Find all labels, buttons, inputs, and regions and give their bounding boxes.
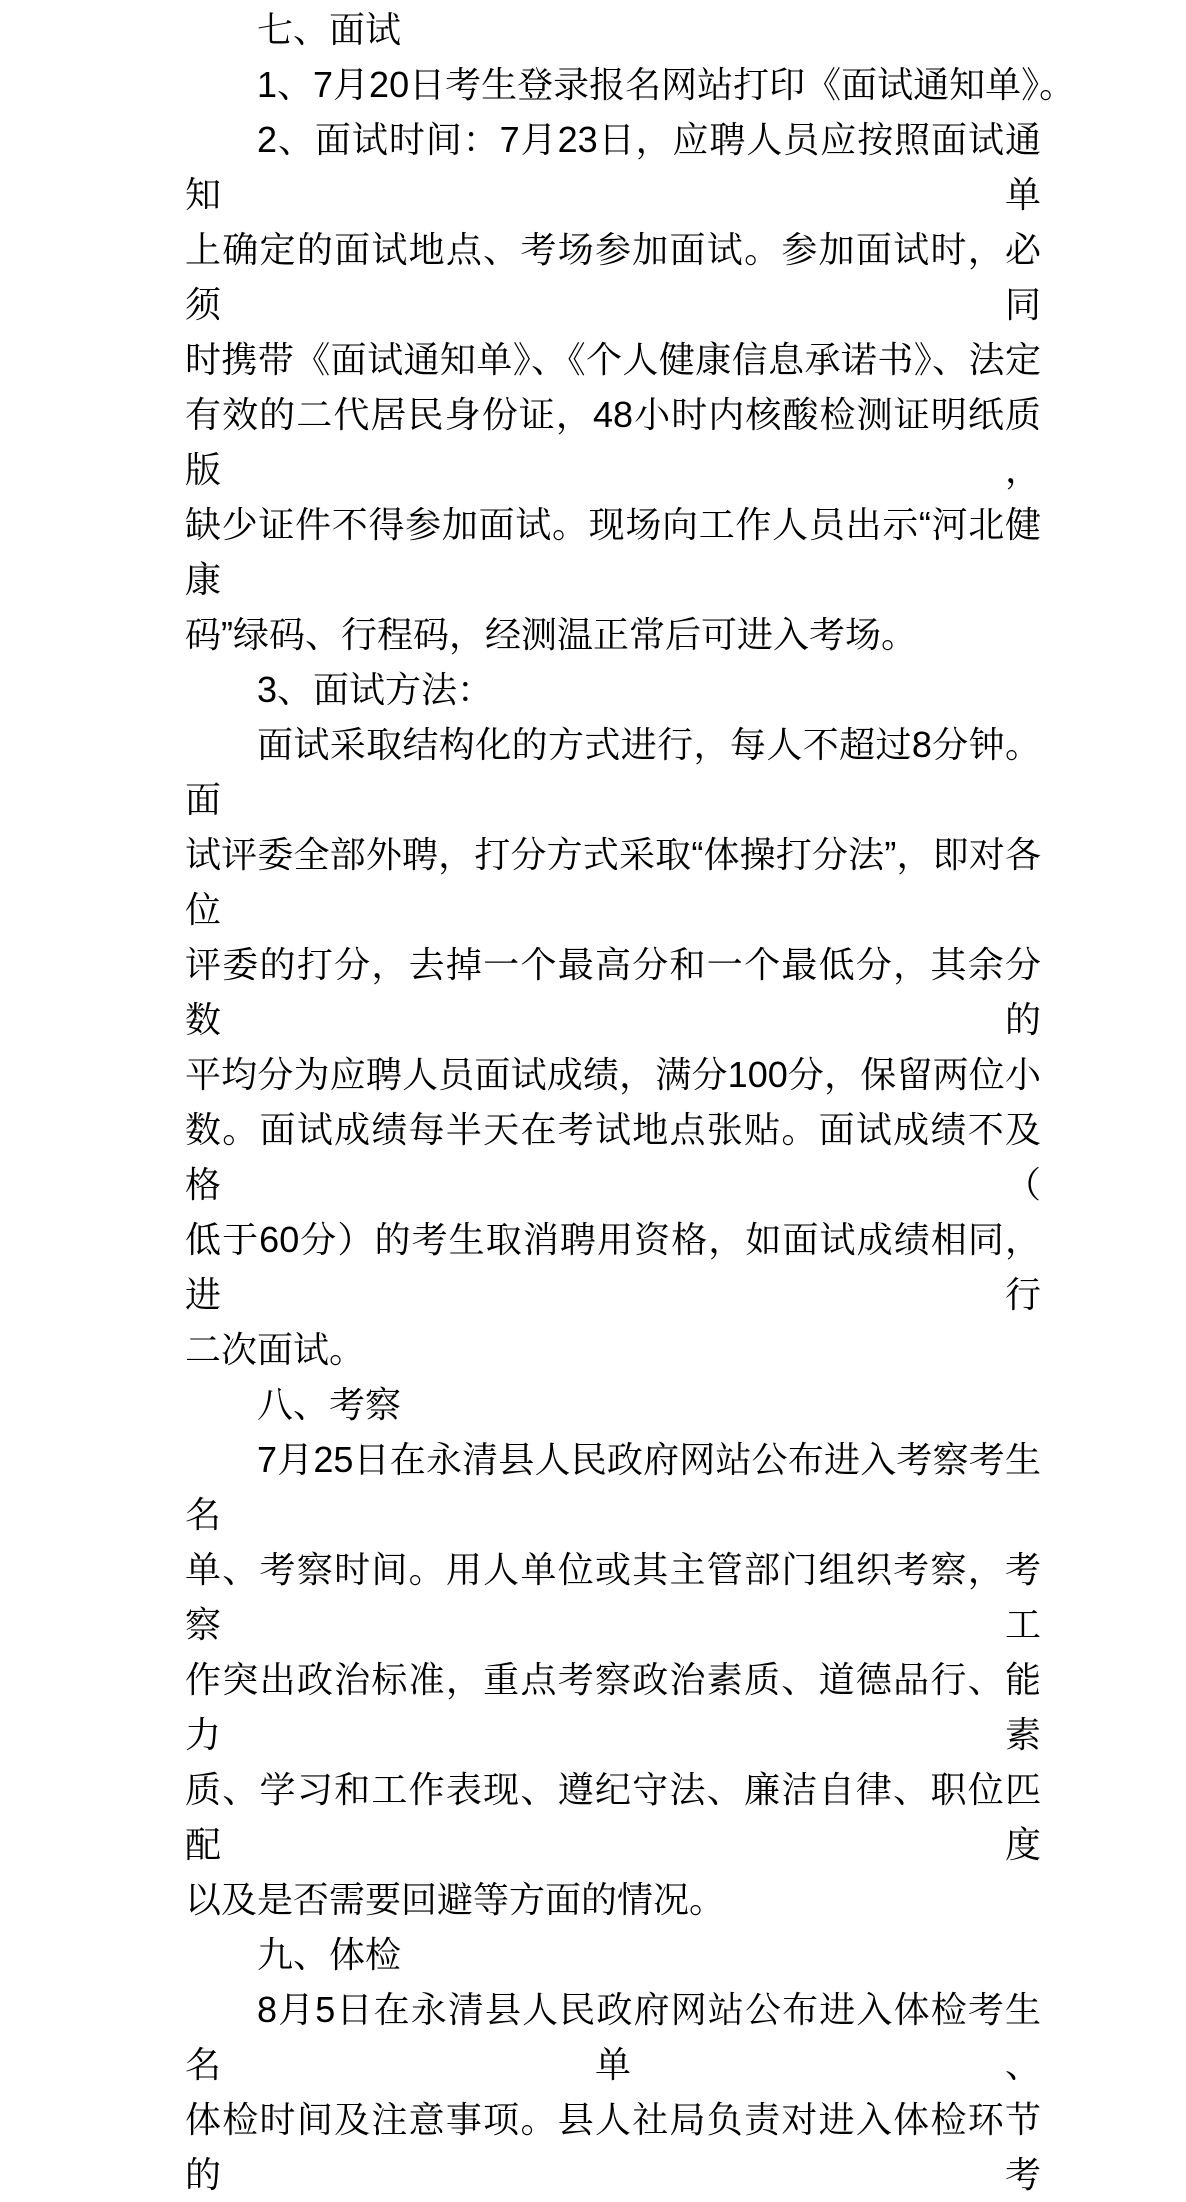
- text-line: 2、面试时间：7月23日，应聘人员应按照面试通知单: [185, 119, 1041, 215]
- text-line: 以及是否需要回避等方面的情况。: [185, 1879, 726, 1920]
- section-heading-physical-exam: 九、体检: [257, 1934, 402, 1975]
- text-line: 低于60分）的考生取消聘用资格，如面试成绩相同，进行: [185, 1219, 1041, 1315]
- text-line: 评委的打分，去掉一个最高分和一个最低分，其余分数的: [185, 944, 1041, 1040]
- text-line: 平均分为应聘人员面试成绩，满分100分，保留两位小: [185, 1054, 1041, 1095]
- text-line: 质、学习和工作表现、遵纪守法、廉洁自律、职位匹配度: [185, 1769, 1041, 1865]
- text-line: 数。面试成绩每半天在考试地点张贴。面试成绩不及格（: [185, 1109, 1041, 1205]
- text-line: 作突出政治标准，重点考察政治素质、道德品行、能力素: [185, 1659, 1041, 1755]
- text-line: 8月5日在永清县人民政府网站公布进入体检考生名单、: [185, 1989, 1041, 2085]
- text-line: 有效的二代居民身份证，48小时内核酸检测证明纸质版，: [185, 394, 1041, 490]
- text-line: 7月25日在永清县人民政府网站公布进入考察考生名: [185, 1439, 1041, 1535]
- text-line: 二次面试。: [185, 1329, 366, 1370]
- text-line: 3、面试方法：: [257, 669, 494, 710]
- text-line: 缺少证件不得参加面试。现场向工作人员出示“河北健康: [185, 504, 1041, 600]
- text-line: 面试采取结构化的方式进行，每人不超过8分钟。面: [185, 724, 1041, 820]
- text-line: 码”绿码、行程码，经测温正常后可进入考场。: [185, 614, 917, 655]
- text-line: 体检时间及注意事项。县人社局负责对进入体检环节的考: [185, 2099, 1041, 2195]
- section-heading-interview: 七、面试: [257, 9, 402, 50]
- text-line: 上确定的面试地点、考场参加面试。参加面试时，必须同: [185, 229, 1041, 325]
- text-line: 1、7月20日考生登录报名网站打印《面试通知单》。: [257, 64, 1076, 105]
- text-line: 试评委全部外聘，打分方式采取“体操打分法”，即对各位: [185, 834, 1041, 930]
- text-line: 时携带《面试通知单》、《个人健康信息承诺书》、法定: [185, 339, 1041, 380]
- text-line: 单、考察时间。用人单位或其主管部门组织考察，考察工: [185, 1549, 1041, 1645]
- section-heading-inspection: 八、考察: [257, 1384, 402, 1425]
- announcement-document: [185, 2, 1076, 2202]
